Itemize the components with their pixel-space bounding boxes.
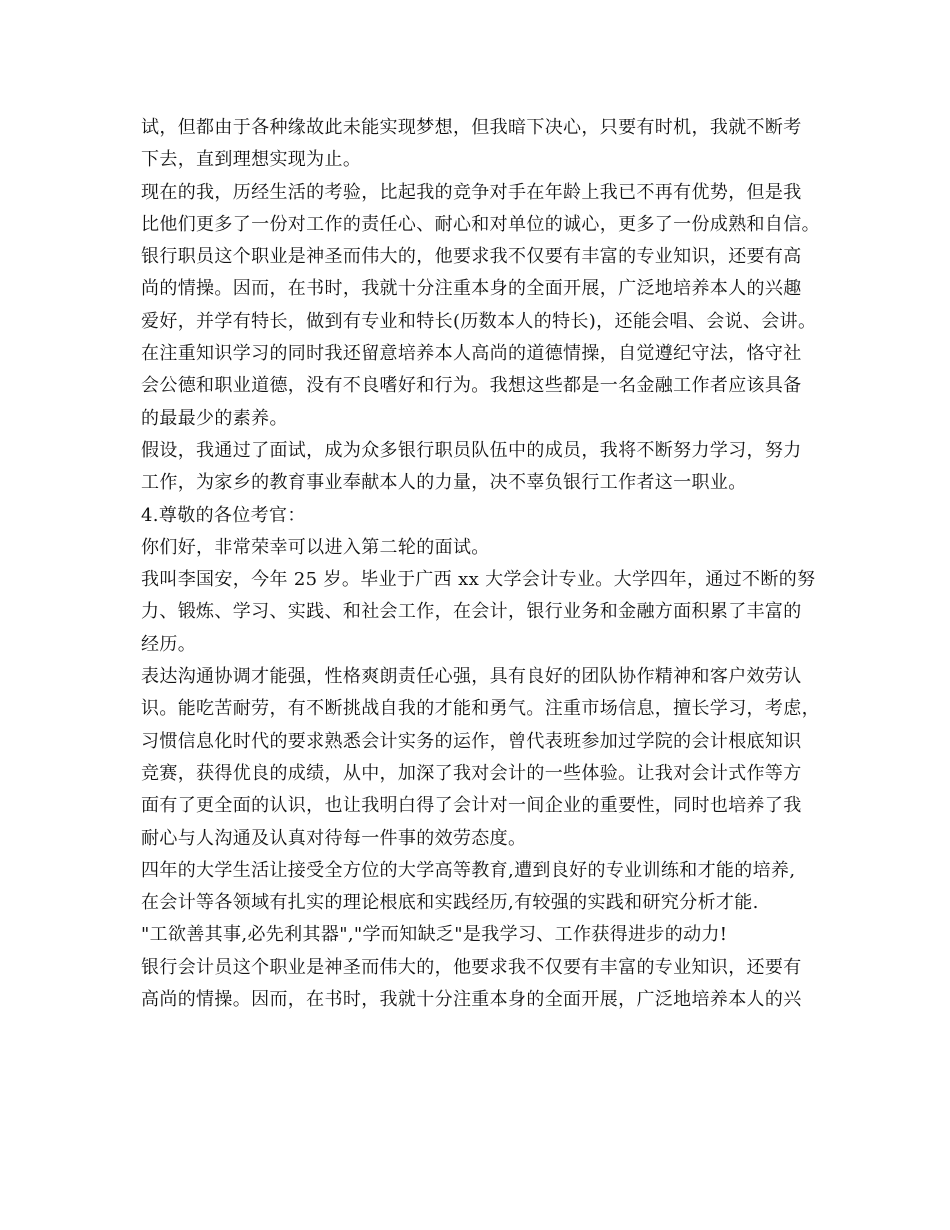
text-line: 银行职员这个职业是神圣而伟大的，他要求我不仅要有丰富的专业知识，还要有高 (141, 246, 802, 268)
text-line: 面有了更全面的认识，也让我明白得了会计对一间企业的重要性，同时也培养了我 (141, 795, 802, 817)
text-line: 在会计等各领域有扎实的理论根底和实践经历,有较强的实践和研究分析才能. (141, 892, 759, 914)
text-line: 经历。 (141, 633, 197, 655)
text-line: 习惯信息化时代的要求熟悉会计实务的运作，曾代表班参加过学院的会计根底知识 (141, 730, 802, 752)
text-line: 比他们更多了一份对工作的责任心、耐心和对单位的诚心，更多了一份成熟和自信。 (141, 213, 820, 235)
text-line: 你们好，非常荣幸可以进入第二轮的面试。 (141, 536, 490, 558)
text-line: "工欲善其事,必先利其器","学而知缺乏"是我学习、工作获得进步的动力! (141, 924, 728, 946)
section-heading: 4.尊敬的各位考官： (141, 504, 306, 526)
text-line: 工作，为家乡的教育事业奉献本人的力量，决不辜负银行工作者这一职业。 (141, 472, 747, 494)
text-line: 在注重知识学习的同时我还留意培养本人高尚的道德情操，自觉遵纪守法，恪守社 (141, 343, 802, 365)
text-line: 竞赛，获得优良的成绩，从中，加深了我对会计的一些体验。让我对会计式作等方 (141, 762, 802, 784)
text-line: 银行会计员这个职业是神圣而伟大的，他要求我不仅要有丰富的专业知识，还要有 (141, 956, 802, 978)
text-line: 现在的我，历经生活的考验，比起我的竞争对手在年龄上我已不再有优势，但是我 (141, 181, 802, 203)
text-line: 耐心与人沟通及认真对待每一件事的效劳态度。 (141, 827, 527, 849)
text-line: 力、锻炼、学习、实践、和社会工作，在会计，银行业务和金融方面积累了丰富的 (141, 601, 802, 623)
text-line: 四年的大学生活让接受全方位的大学高等教育,遭到良好的专业训练和才能的培养, (141, 859, 796, 881)
text-line: 会公德和职业道德，没有不良嗜好和行为。我想这些都是一名金融工作者应该具备 (141, 375, 802, 397)
text-line: 下去，直到理想实现为止。 (141, 149, 362, 171)
text-line: 高尚的情操。因而，在书时，我就十分注重本身的全面开展，广泛地培养本人的兴 (141, 989, 802, 1011)
text-line: 我叫李国安，今年 25 岁。毕业于广西 xx 大学会计专业。大学四年，通过不断的努 (141, 569, 816, 591)
document-body (141, 112, 831, 1016)
text-line: 假设，我通过了面试，成为众多银行职员队伍中的成员，我将不断努力学习，努力 (141, 439, 802, 461)
text-line: 爱好，并学有特长，做到有专业和特长(历数本人的特长)，还能会唱、会说、会讲。 (141, 310, 817, 332)
text-line: 表达沟通协调才能强，性格爽朗责任心强，具有良好的团队协作精神和客户效劳认 (141, 666, 802, 688)
text-line: 尚的情操。因而，在书时，我就十分注重本身的全面开展，广泛地培养本人的兴趣 (141, 278, 802, 300)
text-line: 识。能吃苦耐劳，有不断挑战自我的才能和勇气。注重市场信息，擅长学习，考虑， (141, 698, 820, 720)
text-line: 试，但都由于各种缘故此未能实现梦想，但我暗下决心，只要有时机，我就不断考 (141, 117, 802, 138)
text-line: 的最最少的素养。 (141, 407, 288, 429)
